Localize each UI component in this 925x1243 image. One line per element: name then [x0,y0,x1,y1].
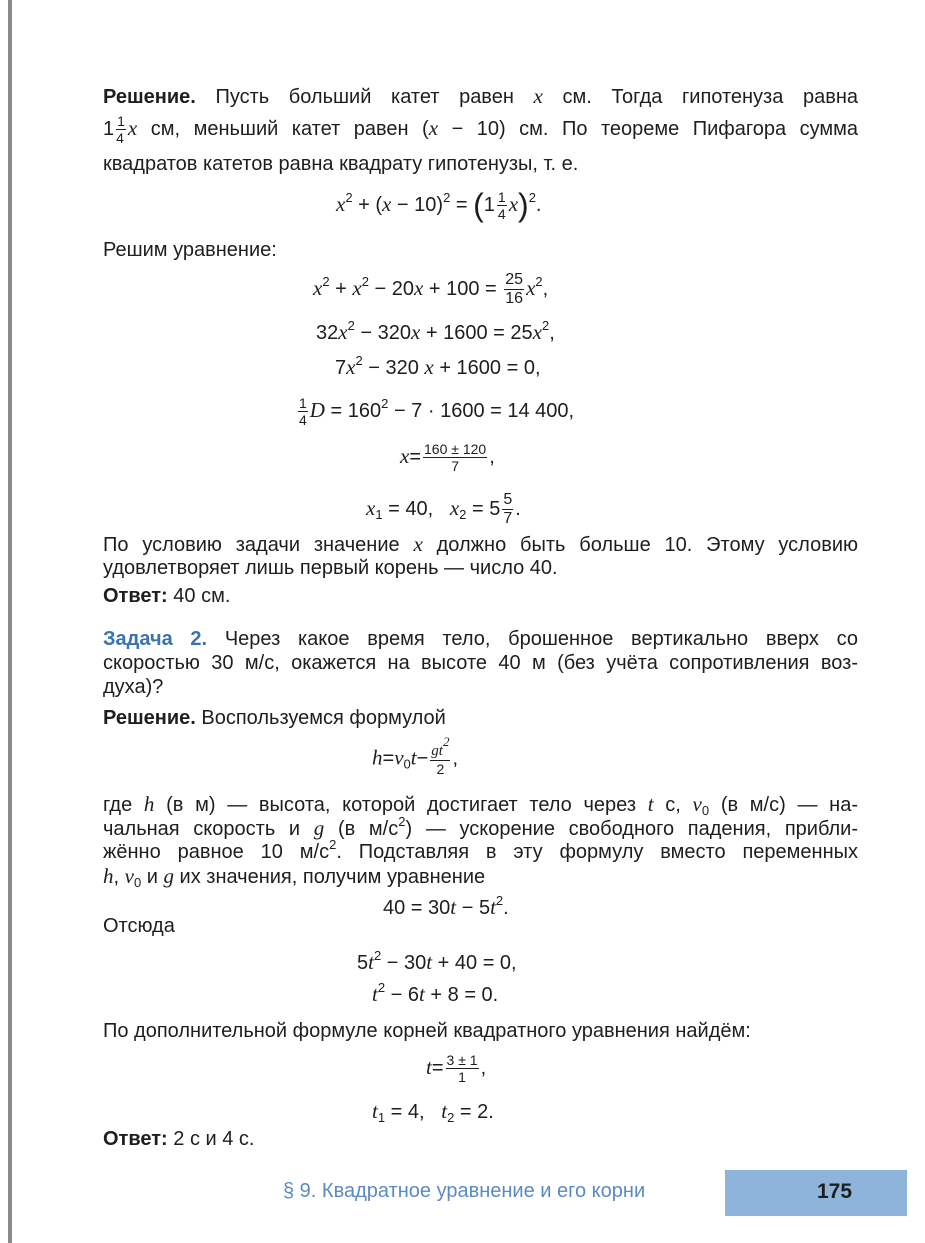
solve-equation-label: Решим уравнение: [103,239,277,261]
page-binding-edge [8,0,12,1243]
formula-height: $h=v_0t-$ $\frac{gt^2}{2}$ , [372,734,459,777]
equation-t-formula: t= $\frac{3 \pm 1}{1}$ , [426,1052,487,1085]
explanation-line3: жённо равное 10 $м/с^2$. Подставляя в эту формулу вместо переменных [103,837,858,863]
condition-line1: По условию задачи значение x должно быть больше 10. Этому условию [103,532,859,556]
equation-t-roots: $t_1 = 4$, $t_2 = 2$. [372,1099,494,1125]
equation-reduced-t: $t^2 - 6t + 8 = 0$. [372,980,499,1006]
equation-step3: $7x^2 - 320$ x + 1600 = 0, [335,353,541,379]
footer-section-title: § 9. Квадратное уравнение и его корни [283,1180,646,1202]
explanation-line4: h, $v_0$ и g их значения, получим уравнение [103,864,486,890]
solution1-line2: 1 $\frac{1}{4}$ x см, меньший катет равен (x − 10) см. По теореме Пифагора сумма [103,113,859,146]
task2-line3: духа)? [103,676,164,698]
explanation-line2: чальная скорость и g (в $м/с^2$) — ускорение свободного падения, прибли- [103,814,859,840]
equation-pythagoras: $x^2 + (x - 10)^2 = (1$ $\frac{1}{4}$ x)$^2$. [336,186,542,223]
solution2-line: Решение. Воспользуемся формулой [103,707,446,729]
footer-page-band [725,1170,907,1216]
equation-quadratic-t: $5t^2 - 30t + 40 = 0$, [357,948,517,974]
equation-roots-formula: x= $\frac{160 \pm 120}{7}$ , [400,441,495,474]
equation-discriminant: $\frac{1}{4}$ $D = 160^2 - 7 \cdot 1600 = 14$ 400, [299,395,575,428]
task2-line1: Задача 2. Через какое время тело, брошенное вертикально вверх со [103,628,858,650]
task2-label: Задача 2. [103,628,208,650]
answer2: Ответ: 2 с и 4 с. [103,1128,255,1150]
equation-roots: $x_1 = 40$, $x_2 = 5$ $\frac{5}{7}$ . [366,491,521,527]
task2-line2: скоростью 30 м/с, окажется на высоте 40 м (без учёта сопротивления воз- [103,652,858,674]
solution1-line3: квадратов катетов равна квадрату гипотенузы, т. е. [103,153,579,175]
page-number: 175 [817,1180,853,1203]
solution1-line1: Решение. Пусть больший катет равен x см. Тогда гипотенуза равна [103,84,859,108]
explanation-line1: где h (в м) — высота, которой достигает тело через t с, $v_0$ (в м/с) — на- [103,792,858,818]
answer1: Ответ: 40 см. [103,585,231,607]
condition-line2: удовлетворяет лишь первый корень — число 40. [103,557,558,579]
solution-label: Решение. [103,86,196,108]
additional-formula-text: По дополнительной формуле корней квадратного уравнения найдём: [103,1020,751,1042]
equation-step1: $x^2 + x^2 - 20x + 100$ = $\frac{25}{16}$ $x^2$, [313,271,549,307]
equation-height-substituted: $40 = 30t - 5t^2$. [383,893,509,919]
fraction-one-quarter: $\frac{1}{4}$ [116,113,125,146]
hence-label: Отсюда [103,915,175,937]
equation-step2: $32x^2 - 320x + 1600 = 25x^2$, [316,318,555,344]
